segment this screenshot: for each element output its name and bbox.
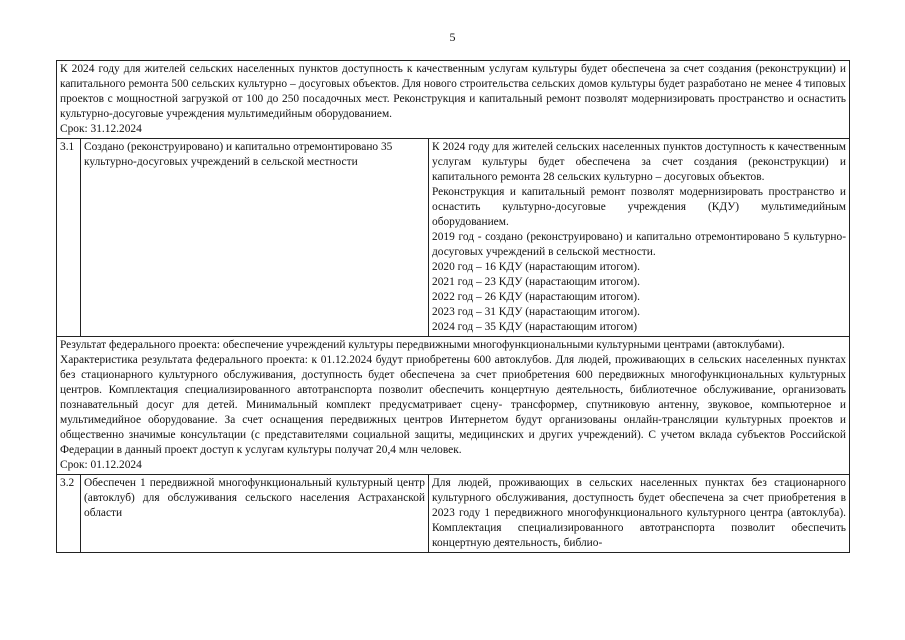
- federal-result-cell: [57, 337, 850, 475]
- year-line: 2023 год – 31 КДУ (нарастающим итогом).: [432, 306, 640, 318]
- row-3-1-right-cell: [429, 139, 850, 337]
- row-3-1-paragraph-1: К 2024 году для жителей сельских населенных пунктов доступность к качественным услугам культуры будет обеспечена за счет создания (реконструкции) и капитального ремонта 28 сельских культурно – досуговых объектов.: [432, 141, 846, 183]
- year-line: 2024 год – 35 КДУ (нарастающим итогом): [432, 321, 638, 333]
- intro-deadline: Срок: 31.12.2024: [60, 123, 142, 135]
- intro-cell: [57, 61, 850, 139]
- row-3-2-right-cell: [429, 475, 850, 553]
- row-3-1-left-cell: [81, 139, 429, 337]
- federal-result-row: [57, 337, 850, 475]
- year-line: 2020 год – 16 КДУ (нарастающим итогом).: [432, 261, 640, 273]
- federal-result-text: Результат федерального проекта: обеспечение учреждений культуры передвижными многофункциональными культурными центрами (автоклубами).: [60, 339, 785, 351]
- row-3-1-description: Создано (реконструировано) и капитально отремонтировано 35 культурно-досуговых учреждений в сельской местности: [84, 141, 393, 168]
- year-line: 2022 год – 26 КДУ (нарастающим итогом).: [432, 291, 640, 303]
- intro-text: К 2024 году для жителей сельских населенных пунктов доступность к качественным услугам культуры будет обеспечена за счет создания (реконструкции) и капитального ремонта 500 сельских культурно – досуговых объектов. Для нового строительства сельских домов культуры будет разработано не менее 4 типовых проектов с мощностной загрузкой от 100 до 250 посадочных мест. Реконструкция и капитальный ремонт позволят модернизировать пространство и оснастить культурно-досуговые учреждения мультимедийным оборудованием.: [60, 63, 846, 120]
- row-3-2-left-cell: [81, 475, 429, 553]
- row-3-1-paragraph-3: 2019 год - создано (реконструировано) и капитально отремонтировано 5 культурно-досуговых учреждений в сельской местности.: [432, 231, 846, 258]
- row-3-2-text: Для людей, проживающих в сельских населенных пунктах без стационарного культурного обслуживания, доступность будет обеспечена за счет приобретения в 2023 году 1 передвижного многофункционального культурного центра (автоклуба). Комплектация специализированного автотранспорта позволит обеспечить концертную деятельность, библио-: [432, 477, 846, 549]
- row-3-2-description: Обеспечен 1 передвижной многофункциональный культурный центр (автоклуб) для обслуживания сельского населения Астраханской области: [84, 477, 425, 519]
- year-line: 2021 год – 23 КДУ (нарастающим итогом).: [432, 276, 640, 288]
- intro-row: [57, 61, 850, 139]
- table-row-3-1: [57, 139, 850, 337]
- page-number: 5: [449, 30, 456, 44]
- row-number-3-2: 3.2: [57, 475, 81, 553]
- federal-deadline: Срок: 01.12.2024: [60, 459, 142, 471]
- row-3-1-paragraph-2: Реконструкция и капитальный ремонт позволят модернизировать пространство и оснастить культурно-досуговые учреждения (КДУ) мультимедийным оборудованием.: [432, 186, 846, 228]
- federal-characteristic-text: Характеристика результата федерального проекта: к 01.12.2024 будут приобретены 600 автоклубов. Для людей, проживающих в сельских населенных пунктах без стационарного культурного обслуживания, доступность будет обеспечена за счет приобретения 600 передвижных многофункциональных культурных центров. Комплектация специализированного автотранспорта позволит обеспечить концертную деятельность, библиотечное обслуживание, организовать познавательный досуг для детей. Минимальный комплект предусматривает сцену- трансформер, спутниковую антенну, звуковое, компьютерное и мультимедийное оборудование. За счет оснащения передвижных центров Интернетом будут организованы онлайн-трансляции культурных проектов и общественно значимые консультации (с представителями социальной защиты, медицинских и других учреждений). С учетом вклада субъектов Российской Федерации в данный проект доступ к услугам культуры получат 20,4 млн человек.: [60, 354, 846, 456]
- table-row-3-2: [57, 475, 850, 553]
- project-table: [56, 60, 850, 553]
- row-number-3-1: 3.1: [57, 139, 81, 337]
